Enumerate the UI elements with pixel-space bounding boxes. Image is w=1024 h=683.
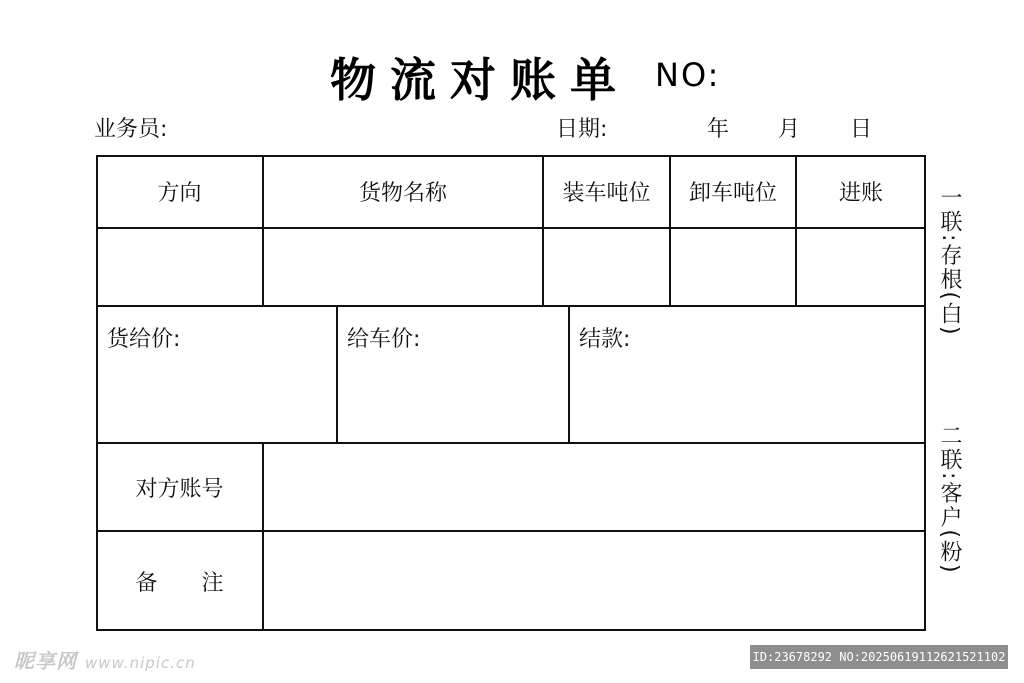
- day-label: 日: [850, 117, 873, 142]
- image-id-bar: ID:23678292 NO:20250619112621521102: [750, 645, 1008, 669]
- copy-one-note: 一联:存根(白): [937, 186, 962, 337]
- salesman-label: 业务员:: [94, 117, 168, 142]
- month-label: 月: [778, 117, 801, 142]
- header-unloading-tonnage: 卸车吨位: [688, 181, 777, 206]
- header-direction: 方向: [157, 181, 202, 206]
- header-loading-tonnage: 装车吨位: [562, 181, 651, 206]
- table-divider: [568, 305, 570, 443]
- truck-price-label: 给车价:: [347, 327, 421, 352]
- account-field[interactable]: [264, 444, 924, 529]
- remark-label: 备 注: [135, 570, 224, 596]
- table-divider: [336, 305, 338, 443]
- settlement-label: 结款:: [579, 327, 631, 352]
- account-label: 对方账号: [135, 476, 224, 502]
- unloading-tonnage-field[interactable]: [671, 229, 794, 304]
- watermark-brand: 昵享网: [14, 649, 77, 673]
- remark-field[interactable]: [264, 532, 924, 629]
- table-divider: [96, 305, 926, 307]
- income-field[interactable]: [797, 229, 924, 304]
- document-title: 物流对账单: [330, 53, 630, 107]
- loading-tonnage-field[interactable]: [544, 229, 668, 304]
- goods-name-field[interactable]: [264, 229, 541, 304]
- date-label: 日期:: [556, 117, 608, 142]
- direction-field[interactable]: [98, 229, 261, 304]
- year-label: 年: [707, 117, 730, 142]
- header-goods-name: 货物名称: [358, 181, 447, 206]
- watermark-url: www.nipic.cn: [84, 654, 196, 672]
- watermark-logo: [14, 645, 196, 674]
- copy-two-note: 二联:客户(粉): [937, 424, 962, 575]
- header-income: 进账: [838, 181, 883, 206]
- goods-price-label: 货给价:: [107, 327, 181, 352]
- number-label: NO:: [655, 56, 721, 94]
